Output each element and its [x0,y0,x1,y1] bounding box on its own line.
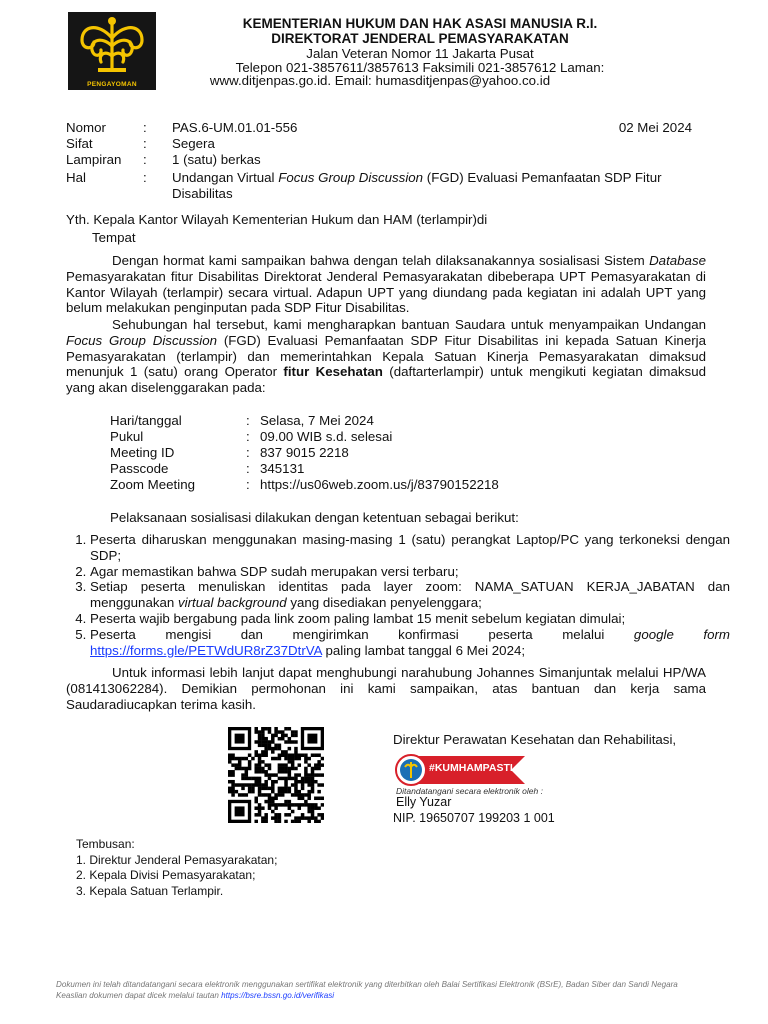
colon: : [143,152,147,167]
tembusan [76,837,277,899]
letter-date: 02 Mei 2024 [618,120,692,135]
detail-label: Pukul [110,429,144,444]
hal-value [172,170,692,185]
colon: : [246,429,250,444]
signatory-nip: NIP. 19650707 199203 1 001 [393,811,555,825]
sifat-value: Segera [172,136,215,151]
colon: : [246,461,250,476]
closing-paragraph: Untuk informasi lebih lanjut dapat menghubungi narahubung Johannes Simanjuntak melalui HP/WA (081413062284). Demikian permohonan ini kami sampaikan, atas bantuan dan kerja sama Saudaradiucapkan terima kasih. [66,665,706,712]
google-form-link[interactable]: https://forms.gle/PETWdUR8rZ37DtrVA [90,642,322,658]
addressee-place: Tempat [92,230,136,245]
hal-text: (FGD) Evaluasi Pemanfaatan SDP Fitur [423,170,662,185]
colon: : [246,477,250,492]
list-item: 1. Peserta diharuskan menggunakan masing-masing 1 (satu) perangkat Laptop/PC yang terkoneksi dengan SDP; [90,532,730,564]
text: yang disediakan penyelenggara; [286,595,482,611]
ministry-name: KEMENTERIAN HUKUM DAN HAK ASASI MANUSIA R.I. [242,16,598,31]
verification-link[interactable]: https://bsre.bssn.go.id/verifikasi [221,991,335,1000]
tembusan-item: 3. Kepala Satuan Terlampir. [76,883,224,898]
list-item [90,627,730,659]
colon: : [143,120,147,135]
text: Keaslian dokumen dapat dicek melalui tautan [56,991,222,1000]
text: (daftarterlampir) untuk mengikuti kegiatan dimaksud yang akan diselenggarakan pada: [66,364,706,396]
footer-line [56,990,736,1001]
address-line: Jalan Veteran Nomor 11 Jakarta Pusat [306,46,534,61]
hal-italic: Focus Group Discussion [278,170,424,185]
text: (FGD) Evaluasi Pemanfaatan SDP Fitur Disabilitas ini kepada Satuan Kinerja Pemasyarakatan (terlampir) dan memerintahkan Kepala Satuan Kinerja Pemasyarakatan dimaksud menunjuk 1 (satu) orang Operator [66,332,706,380]
detail-value: Selasa, 7 Mei 2024 [260,413,374,428]
detail-value: 09.00 WIB s.d. selesai [260,429,393,444]
hal-value-line2: Disabilitas [172,186,233,201]
text: Pemasyarakatan fitur Disabilitas Direktorat Jenderal Pemasyarakatan dibeberapa UPT Pemasyarakatan di Kantor Wilayah (terlampir) secara virtual. Adapun UPT yang diundang pada kegiatan ini adalah UPT yang belum melakukan penginputan pada SDP Fitur Disabilitas. [66,268,706,316]
detail-value: 345131 [260,461,305,476]
tembusan-item: 2. Kepala Divisi Pemasyarakatan; [76,868,256,882]
nomor-label: Nomor [66,120,106,135]
lampiran-label: Lampiran [66,152,122,167]
text: Sehubungan hal tersebut, kami mengharapkan bantuan Saudara untuk menyampaikan Undangan [112,317,706,332]
kumhampasti-badge [393,752,533,788]
footer-line: Dokumen ini telah ditandatangani secara elektronik menggunakan sertifikat elektronik yang diterbitkan oleh Balai Sertifikasi Elektronik (BSrE), Badan Siber dan Sandi Negara [56,980,678,989]
list-item: 4. Peserta wajib bergabung pada link zoom paling lambat 15 menit sebelum kegiatan dimulai; [90,611,730,627]
bold-text: fitur Kesehatan [283,364,383,380]
colon: : [246,413,250,428]
zoom-link[interactable]: https://us06web.zoom.us/j/83790152218 [260,477,499,492]
hal-label: Hal [66,170,86,185]
phone-line: Telepon 021-3857611/3857613 Faksimili 021-3857612 Laman: [235,60,605,75]
text: Setiap peserta menuliskan identitas pada layer zoom: NAMA_SATUAN KERJA_JABATAN dan menggunakan [90,579,730,611]
nomor-value: PAS.6-UM.01.01-556 [172,120,298,135]
detail-label: Passcode [110,461,169,476]
colon: : [246,445,250,460]
colon: : [143,170,147,185]
text: Dengan hormat kami sampaikan bahwa dengan telah dilaksanakannya sosialisasi Sistem [112,253,650,268]
body-paragraph-1 [66,253,706,316]
tembusan-item: 1. Direktur Jenderal Pemasyarakatan; [76,852,278,867]
body-paragraph-2 [66,317,706,396]
italic-text: Database [649,253,706,268]
lampiran-value: 1 (satu) berkas [172,152,261,167]
colon: : [143,136,147,151]
italic-text: Focus Group Discussion [66,332,218,348]
italic-text: google form [633,626,731,642]
text: Peserta mengisi dan mengirimkan konfirmasi peserta melalui [90,626,634,642]
e-signature-note: Ditandatangani secara elektronik oleh : [396,786,543,796]
detail-label: Hari/tanggal [110,413,182,428]
logo-caption: PENGAYOMAN [87,81,137,88]
list-item: 2. Agar memastikan bahwa SDP sudah merupakan versi terbaru; [90,564,730,580]
qr-code-icon [228,727,324,823]
directorate-name: DIREKTORAT JENDERAL PEMASYARAKATAN [271,31,569,46]
signatory-title: Direktur Perawatan Kesehatan dan Rehabilitasi, [393,732,677,747]
badge-label: #KUMHAMPASTI [429,762,513,774]
tembusan-title: Tembusan: [76,837,135,851]
provisions-list [66,532,730,658]
provisions-intro: Pelaksanaan sosialisasi dilakukan dengan ketentuan sebagai berikut: [110,510,519,525]
signatory-name: Elly Yuzar [396,795,452,809]
hal-text: Undangan Virtual [172,170,279,185]
sifat-label: Sifat [66,136,93,151]
detail-label: Meeting ID [110,445,175,460]
list-item [90,579,730,611]
qr-code-graphic [228,727,324,823]
addressee: Yth. Kepala Kantor Wilayah Kementerian Hukum dan HAM (terlampir)di [66,212,488,227]
text: paling lambat tanggal 6 Mei 2024; [321,642,526,658]
web-email-line: www.ditjenpas.go.id. Email: humasditjenpas@yahoo.co.id [209,73,551,88]
detail-label: Zoom Meeting [110,477,195,492]
e-signature-footer [56,979,736,1001]
italic-text: virtual background [177,595,287,611]
detail-value: 837 9015 2218 [260,445,349,460]
pengayoman-tree-logo-icon [68,12,156,78]
